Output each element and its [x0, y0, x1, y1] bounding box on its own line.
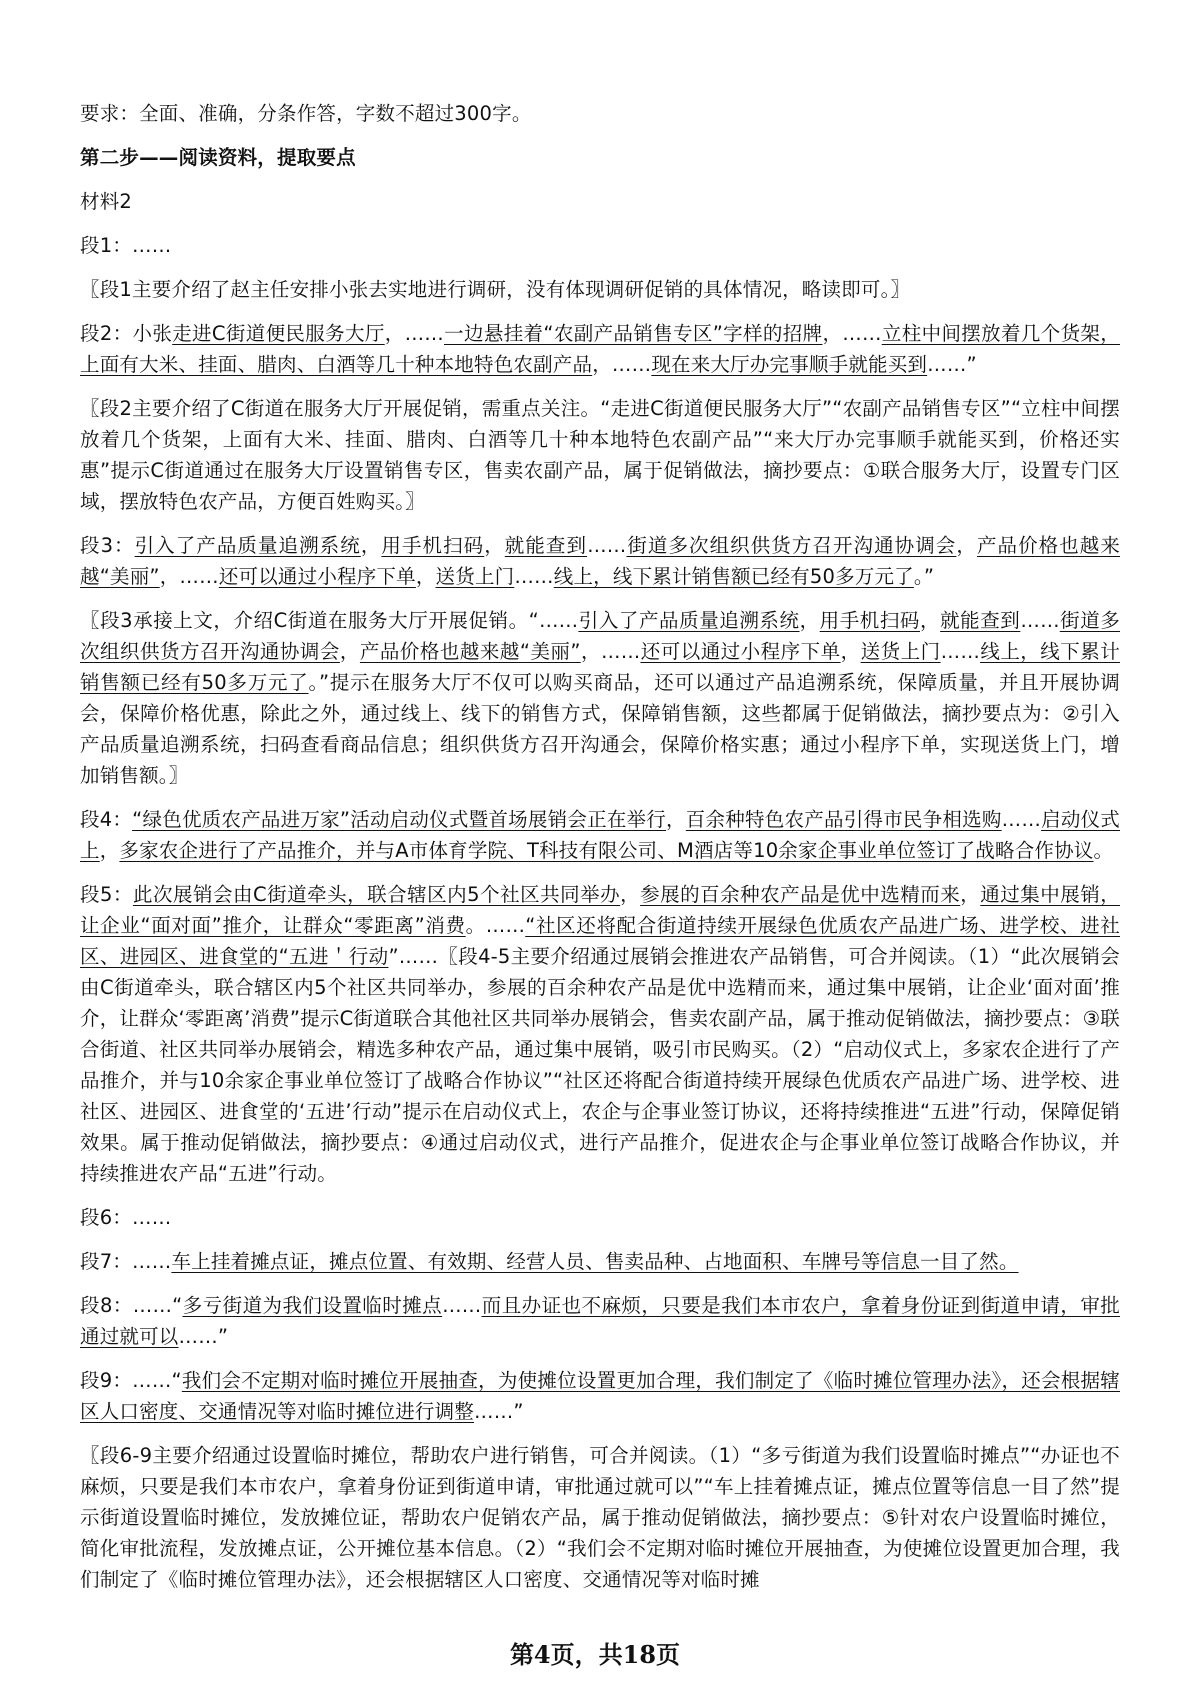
paragraph-seg4	[80, 804, 1120, 866]
underlined-text: 而且办证也不麻烦，只要是我们本市农户，拿着身份证到街道申请，审批通过就可以	[80, 1294, 1120, 1348]
underlined-text: 现在来大厅办完事顺手就能买到	[651, 353, 928, 376]
text-run: ，	[920, 609, 941, 632]
text-run: ，	[415, 565, 436, 588]
text-run: 段1：……	[80, 234, 172, 257]
text-run: 段4：	[80, 808, 133, 831]
underlined-text: 线上，线下累计销售额已经有50多万元了	[80, 640, 1120, 694]
text-run: 段5：	[80, 883, 133, 906]
text-run: ，……	[580, 640, 641, 663]
underlined-text: 我们会不定期对临时摊位开展抽查，为使摊位设置更加合理，我们制定了《临时摊位管理办法》，还会根据辖区人口密度、交通情况等对临时摊位进行调整	[80, 1369, 1120, 1423]
paragraph-note6-9	[80, 1440, 1120, 1595]
paragraph-seg5	[80, 879, 1120, 1189]
text-run: ，……	[159, 565, 219, 588]
underlined-text: 参展的百余种农产品是优中选精而来	[640, 883, 961, 906]
paragraph-material-label	[80, 186, 1120, 217]
underlined-text: 通过集中展销，让企业“面对面”推介，让群众“零距离”消费	[80, 883, 1121, 937]
underlined-text: 还可以通过小程序下单	[640, 640, 841, 663]
underlined-text: 此次展销会由C街道牵头，联合辖区内5个社区共同举办	[132, 883, 621, 906]
text-run: ……	[442, 1294, 482, 1317]
underlined-text: 街道多次组织供货方召开沟通协调会	[626, 534, 957, 557]
text-run: ，	[360, 534, 382, 557]
underlined-text: 用手机扫码	[381, 534, 485, 557]
paragraph-seg6	[80, 1202, 1120, 1233]
text-run: ”……〖段4-5主要介绍通过展销会推进农产品销售，可合并阅读。（1）“此次展销会由C街道牵头，联合辖区内5个社区共同举办，参展的百余种农产品是优中选精而来，通过集中展销，让企业‘面对面’推介，让群众‘零距离’消费”提示C街道联合其他社区共同举办展销会，售卖农副产品，属于推动促销做法，摘抄要点：③联合街道、社区共同举办展销会，精选多种农产品，通过集中展销，吸引市民购买。（2）“启动仪式上，多家农企进行了产品推介，并与10余家企事业单位签订了战略合作协议”“社区还将配合街道持续开展绿色优质农产品进广场、进学校、进社区、进园区、进食堂的‘五进’行动”提示在启动仪式上，农企与企事业签订协议，还将持续推进“五进”行动，保障促销效果。属于推动促销做法，摘抄要点：④通过启动仪式，进行产品推介，促进农企与企事业单位签订战略合作协议，并持续推进农产品“五进”行动。	[80, 945, 1120, 1185]
paragraph-note1	[80, 274, 1120, 305]
page-number-footer: 第4页，共18页	[509, 1640, 681, 1669]
text-run: ……	[1001, 808, 1042, 831]
text-run: ，	[339, 640, 360, 663]
underlined-text: 一边悬挂着“农副产品销售专区”字样的招牌	[443, 322, 823, 345]
text-run: ……	[514, 565, 554, 588]
text-run: 。”	[913, 565, 935, 588]
text-run: ，	[799, 609, 820, 632]
text-run: ……	[940, 640, 981, 663]
paragraph-seg9	[80, 1365, 1120, 1427]
paragraph-seg8	[80, 1290, 1120, 1352]
underlined-text: 送货上门	[435, 565, 515, 588]
underlined-text: 引入了产品质量追溯系统	[134, 534, 361, 557]
text-run: 段9：……“	[80, 1369, 182, 1392]
text-run: 要求：全面、准确，分条作答，字数不超过300字。	[80, 102, 532, 125]
text-run: ，	[956, 534, 977, 557]
text-run: ，	[666, 808, 686, 831]
underlined-text: 线上，线下累计销售额已经有50多万元了	[553, 565, 914, 588]
underlined-text: “社区还将配合街道持续开展绿色优质农产品进广场、进学校、进社区、进园区、进食堂的“五进＇行动	[80, 914, 1120, 968]
paragraph-requirement	[80, 98, 1120, 129]
text-run: 段6：……	[80, 1206, 172, 1229]
underlined-text: 用手机扫码	[819, 609, 920, 632]
text-run: ，	[840, 640, 861, 663]
underlined-text: 就能查到	[504, 534, 588, 557]
underlined-text: 多亏街道为我们设置临时摊点	[182, 1294, 443, 1317]
underlined-text: 还可以通过小程序下单	[218, 565, 416, 588]
underlined-text: 多家农企进行了产品推介，并与A市体育学院、T科技有限公司、M酒店等10余家企事业单位签订了战略合作协议	[119, 839, 1094, 862]
text-run: ，	[620, 883, 641, 906]
underlined-text: 百余种特色农产品引得市民争相选购	[685, 808, 1002, 831]
paragraph-seg2	[80, 318, 1120, 380]
underlined-text: 街道多次组织供货方召开沟通协调会	[80, 609, 1120, 663]
paragraph-step2-heading	[80, 142, 1120, 173]
text-run: 〖段3承接上文，介绍C街道在服务大厅开展促销。“……	[80, 609, 579, 632]
text-run: ，	[960, 883, 981, 906]
underlined-text: 引入了产品质量追溯系统	[578, 609, 800, 632]
text-run: ，	[99, 839, 120, 862]
text-run: 第二步——阅读资料，提取要点	[80, 146, 356, 169]
paragraph-note3	[80, 605, 1120, 791]
paragraph-note2	[80, 393, 1120, 517]
text-run: 〖段6-9主要介绍通过设置临时摊位，帮助农户进行销售，可合并阅读。（1）“多亏街道为我们设置临时摊点”“办证也不麻烦，只要是我们本市农户，拿着身份证到街道申请，审批通过就可以”“车上挂着摊点证，摊点位置等信息一目了然”提示街道设置临时摊位，发放摊位证，帮助农户促销农产品，属于推动促销做法，摘抄要点：⑤针对农户设置临时摊位，简化审批流程，发放摊点证，公开摊位基本信息。（2）“我们会不定期对临时摊位开展抽查，为使摊位设置更加合理，我们制定了《临时摊位管理办法》，还会根据辖区人口密度、交通情况等对临时摊	[80, 1444, 1120, 1591]
underlined-text: 走进C街道便民服务大厅	[172, 322, 385, 345]
underlined-text: 立柱中间摆放着几个货架，上面有大米、挂面、腊肉、白酒等几十种本地特色农副产品	[80, 322, 1120, 376]
text-run: ，……	[822, 322, 882, 345]
text-run: ……”	[474, 1400, 524, 1423]
text-run: ……”	[178, 1325, 229, 1348]
text-run: 材料2	[80, 190, 133, 213]
text-run: 段2：小张	[80, 322, 173, 345]
paragraph-seg1	[80, 230, 1120, 261]
underlined-text: 启动仪式上	[80, 808, 1121, 862]
document-body	[80, 98, 1120, 1608]
text-run: ，……	[592, 353, 652, 376]
underlined-text: “绿色优质农产品进万家”活动启动仪式暨首场展销会正在举行	[132, 808, 667, 831]
underlined-text: 车上挂着摊点证，摊点位置、有效期、经营人员、售卖品种、占地面积、车牌号等信息一目了然。	[171, 1250, 1019, 1273]
text-run: 。”提示在服务大厅不仅可以购买商品，还可以通过产品追溯系统，保障质量，并且开展协调会，保障价格优惠，除此之外，通过线上、线下的销售方式，保障销售额，这些都属于促销做法，摘抄要点为：②引入产品质量追溯系统，扫码查看商品信息；组织供货方召开沟通会，保障价格实惠；通过小程序下单，实现送货上门，增加销售额。〗	[80, 671, 1120, 787]
text-run: ，……	[384, 322, 444, 345]
text-run: ……	[587, 534, 627, 557]
text-run: 〖段1主要介绍了赵主任安排小张去实地进行调研，没有体现调研促销的具体情况，略读即可。〗	[80, 278, 911, 301]
text-run: 。……	[465, 914, 526, 937]
paragraph-seg7	[80, 1246, 1120, 1277]
text-run: 段8：……“	[80, 1294, 183, 1317]
text-run: 〖段2主要介绍了C街道在服务大厅开展促销，需重点关注。“走进C街道便民服务大厅”“农副产品销售专区”“立柱中间摆放着几个货架，上面有大米、挂面、腊肉、白酒等几十种本地特色农副产品”“来大厅办完事顺手就能买到，价格还实惠”提示C街道通过在服务大厅设置销售专区，售卖农副产品，属于促销做法，摘抄要点：①联合服务大厅，设置专门区域，摆放特色农产品，方便百姓购买。〗	[80, 397, 1120, 513]
text-run: ……	[1020, 609, 1060, 632]
underlined-text: 送货上门	[860, 640, 941, 663]
underlined-text: 产品价格也越来越“美丽”	[359, 640, 581, 663]
paragraph-seg3	[80, 530, 1120, 592]
underlined-text: 就能查到	[940, 609, 1021, 632]
underlined-text: 产品价格也越来越“美丽”	[80, 534, 1121, 588]
text-run: 段7：……	[80, 1250, 172, 1273]
text-run: ，	[484, 534, 505, 557]
text-run: ……”	[927, 353, 977, 376]
text-run: 。	[1093, 839, 1114, 862]
text-run: 段3：	[80, 534, 135, 557]
